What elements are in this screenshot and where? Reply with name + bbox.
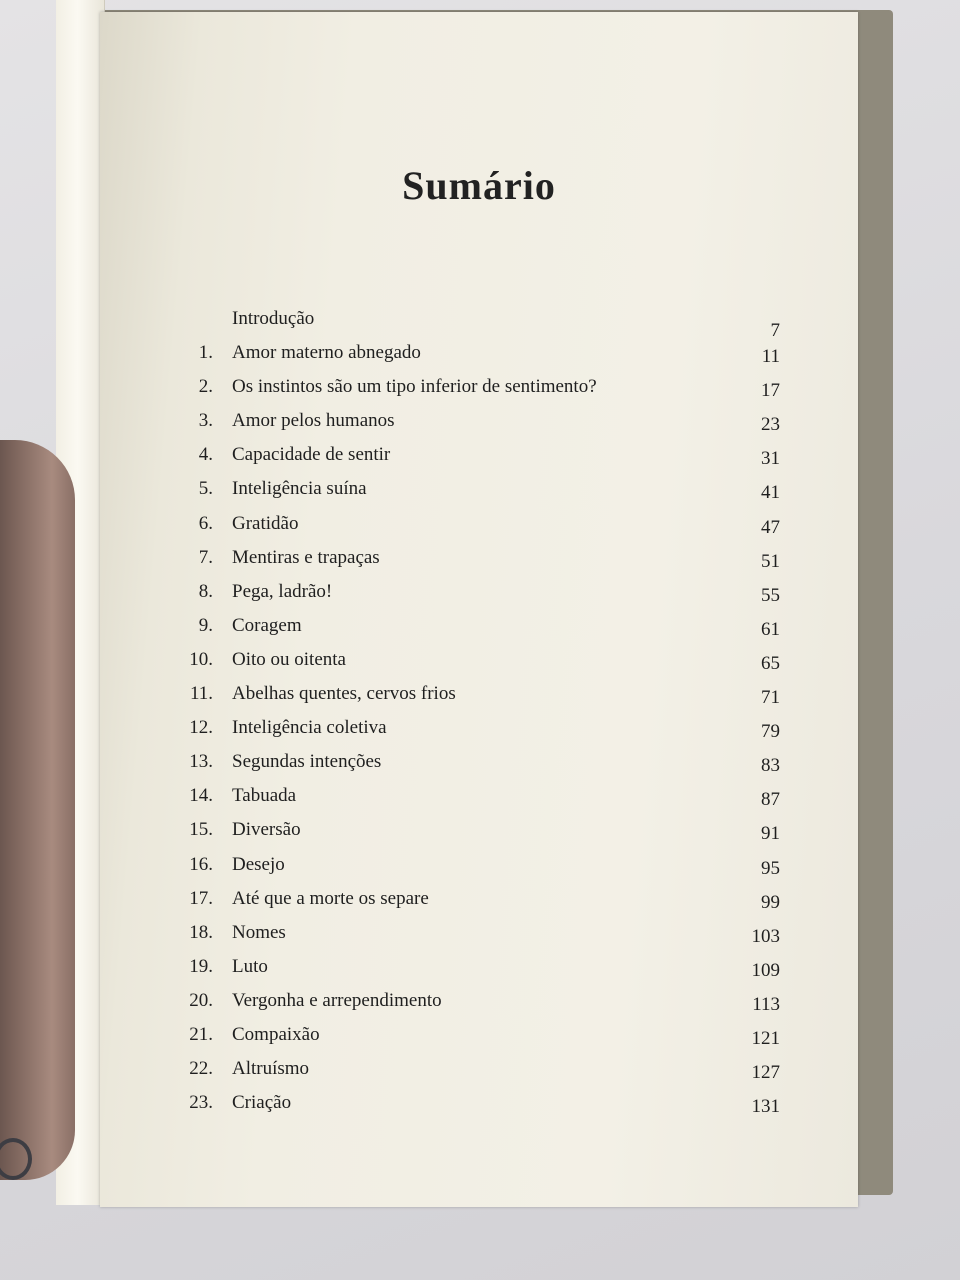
toc-entry [180,338,780,372]
toc-entry-title: Mentiras e trapaças [232,546,380,568]
toc-entry [180,781,780,815]
toc-entry-number: 10. [189,648,213,670]
toc-entry-title: Amor pelos humanos [232,410,395,432]
toc-entry-page: 41 [761,482,780,504]
toc-entry-page: 31 [761,448,780,470]
toc-entry-page: 47 [761,516,780,538]
toc-entry-page: 23 [761,414,780,436]
toc-entry-page: 61 [761,618,780,640]
toc-entry-title: Pega, ladrão! [232,580,333,602]
toc-entry-title: Abelhas quentes, cervos frios [232,683,456,705]
toc-entry-page: 113 [752,993,780,1015]
toc-entry-page: 71 [761,687,780,709]
toc-entry-page: 127 [751,1062,780,1084]
hand [0,440,75,1180]
toc-entry [180,815,780,849]
toc-entry [180,850,780,884]
toc-entry-number: 23. [189,1092,213,1114]
toc-entry-page: 103 [751,925,780,947]
toc-entry-page: 131 [751,1096,780,1118]
toc-entry-page: 95 [761,857,780,879]
toc-entry-page: 109 [751,959,780,981]
toc-entry [180,986,780,1020]
toc-entry-number: 13. [189,751,213,773]
toc-entry-page: 65 [761,652,780,674]
toc-entry-page: 83 [761,755,780,777]
toc-entry-title: Diversão [232,819,301,841]
book-page [100,12,858,1207]
toc-entry-title: Inteligência coletiva [232,717,387,739]
toc-entry [180,884,780,918]
toc-entry [180,406,780,440]
toc-entry-number: 19. [189,955,213,977]
toc-entry-page: 11 [761,346,780,368]
toc-entry [180,1020,780,1054]
toc-entry [180,1088,780,1122]
toc-entry [180,577,780,611]
toc-entry-title: Nomes [232,921,286,943]
toc-entry-number: 18. [189,921,213,943]
page-title: Sumário [402,163,556,208]
toc-entry-title: Desejo [232,853,285,875]
toc-entry [180,611,780,645]
toc-entry-number: 20. [189,989,213,1011]
toc-entry [180,747,780,781]
toc-entry [180,918,780,952]
toc-entry-page: 87 [761,789,780,811]
toc-entry-title: Capacidade de sentir [232,444,391,466]
toc-entry [180,679,780,713]
toc-entry-number: 21. [189,1023,213,1045]
toc-entry-number: 16. [189,853,213,875]
toc-entry-number: 2. [198,376,213,398]
toc-entry-page: 7 [770,320,780,341]
toc-entry-number: 22. [189,1058,213,1080]
toc-entry-number: 9. [198,614,213,636]
toc-entry-title: Coragem [232,614,302,636]
toc-entry-title: Luto [232,955,268,977]
toc-entry-number: 12. [189,717,213,739]
toc-entry [180,645,780,679]
toc-entry [180,952,780,986]
toc-entry-number: 14. [189,785,213,807]
toc-entry [180,372,780,406]
toc-entry-number: 15. [189,819,213,841]
toc-entry-title: Tabuada [232,785,297,807]
toc-entry-page: 51 [761,550,780,572]
toc-entry-title: Inteligência suína [232,478,367,500]
toc-entry-page: 121 [751,1027,780,1049]
toc-entry-title: Segundas intenções [232,751,382,773]
toc-entry-title: Compaixão [232,1023,320,1045]
toc-entry-page: 79 [761,721,780,743]
toc-entry-number: 17. [189,887,213,909]
toc-entry-title: Até que a morte os separe [232,887,429,909]
toc-entry-page: 17 [761,380,780,402]
toc-entry-title: Amor materno abnegado [232,342,421,364]
toc-entry-number: 3. [198,410,213,432]
toc-entry [180,440,780,474]
toc-entry [180,543,780,577]
toc-entry-number: 7. [198,546,213,568]
toc-entry-title: Oito ou oitenta [232,648,346,670]
toc-entry-title: Altruísmo [232,1058,310,1080]
toc-entry-number: 6. [198,512,213,534]
toc-entry-page: 91 [761,823,780,845]
toc-entry [180,304,780,341]
toc-entry-number: 5. [198,478,213,500]
toc-entry [180,1054,780,1088]
toc-entry-number: 4. [198,444,213,466]
toc-entry-number: 1. [198,342,213,364]
toc-entry-title: Gratidão [232,512,299,534]
toc-entry [180,474,780,508]
toc-entry-title: Vergonha e arrependimento [232,989,442,1011]
toc-entry-title: Introdução [232,308,315,329]
toc-entry [180,509,780,543]
toc-entry-title: Os instintos são um tipo inferior de sentimento? [232,376,597,398]
toc-entry-number: 8. [198,580,213,602]
toc-entry-number: 11. [189,683,213,705]
toc-entry-page: 55 [761,584,780,606]
toc-entry-page: 99 [761,891,780,913]
toc-entry-title: Criação [232,1092,292,1114]
toc-entry [180,713,780,747]
table-of-contents [180,304,780,1122]
